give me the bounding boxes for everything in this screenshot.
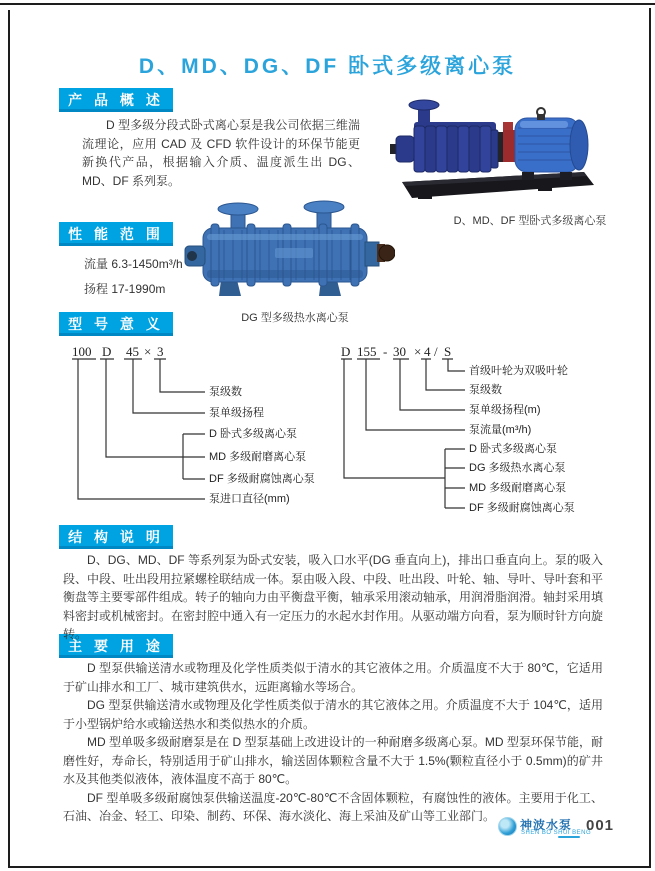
- page-border-top: [0, 3, 655, 5]
- head-range-text: 扬程 17-1990m: [84, 282, 166, 296]
- page-border-left: [8, 10, 10, 867]
- model-label: MD 多级耐磨离心泵: [469, 482, 567, 494]
- model-label: D 卧式多级离心泵: [469, 443, 557, 455]
- model-token: -: [383, 344, 388, 359]
- model-label: MD 多级耐磨离心泵: [209, 451, 307, 463]
- model-label: DF 多级耐腐蚀离心泵: [209, 473, 315, 485]
- model-token: 155: [357, 344, 377, 359]
- section-heading-performance: 性 能 范 围: [59, 222, 173, 246]
- section-heading-model: 型 号 意 义: [59, 312, 173, 336]
- model-label: 泵进口直径(mm): [209, 493, 290, 505]
- pump-photo-dg: [183, 196, 395, 312]
- model-label: 泵级数: [469, 384, 502, 396]
- model-token: 45: [126, 344, 139, 359]
- structure-paragraph: D、DG、MD、DF 等系列泵为卧式安装，吸入口水平(DG 垂直向上)，排出口垂直向上。泵的吸入段、中段、吐出段用拉紧螺栓联结成一体。泵由吸入段、中段、吐出段、叶轮、轴、导叶、导叶套和平衡盘等主要零部件组成。转子的轴向力由平衡盘平衡，轴承采用滚动轴承，用润滑脂润滑。轴封采用填料密封或机械密封。在密封腔中通入有一定压力的水起水封作用。从驱动端方向看，泵为顺时针方向旋转。: [63, 553, 604, 641]
- usage-paragraph: DF 型单吸多级耐腐蚀泵供输送温度-20℃-80℃不含固体颗粒，有腐蚀性的液体。主要用于化工、石油、冶金、轻工、印染、制药、环保、海水淡化、海上采油及矿山等工业部门。: [63, 790, 603, 823]
- overview-paragraph: D 型多级分段式卧式离心泵是我公司依据三维湍流理论，应用 CAD 及 CFD 软件设计的环保节能更新换代产品，根据输入介质、温度派生出 DG、MD、DF 系列泵。: [82, 118, 360, 188]
- model-token: /: [434, 344, 438, 359]
- brand-underline: [558, 836, 580, 838]
- section-heading-overview: 产 品 概 述: [59, 88, 173, 112]
- section-heading-usage: 主 要 用 途: [59, 634, 173, 658]
- usage-paragraph: D 型泵供输送清水或物理及化学性质类似于清水的其它液体之用。介质温度不大于 80℃，它适用于矿山排水和工厂、城市建筑供水，远距离输水等场合。: [63, 661, 603, 694]
- pump-dg-caption: DG 型多级热水离心泵: [241, 312, 349, 324]
- flow-range-text: 流量 6.3-1450m³/h: [84, 257, 183, 271]
- page-border-bottom: [8, 866, 651, 868]
- model-token: ×: [414, 344, 422, 359]
- model-label: 首级叶轮为双吸叶轮: [469, 365, 568, 377]
- brand-name: 神波水泵: [520, 818, 573, 832]
- brand-pinyin: SHEN BO SHUI BENG: [521, 830, 592, 836]
- model-label: 泵单级扬程(m): [469, 404, 541, 416]
- page-footer: [498, 815, 628, 841]
- pump-photo-dmddf: [388, 86, 606, 208]
- model-token: D: [102, 344, 112, 359]
- pump-dmddf-caption: D、MD、DF 型卧式多级离心泵: [453, 215, 607, 227]
- model-label: D 卧式多级离心泵: [209, 428, 297, 440]
- model-token: ×: [144, 344, 152, 359]
- model-label: 泵级数: [209, 386, 242, 398]
- usage-paragraph: DG 型泵供输送清水或物理及化学性质类似于清水的其它液体之用。介质温度不大于 104℃，适用于小型锅炉给水或输送热水和类似热水的介质。: [63, 698, 603, 731]
- model-token: 100: [72, 344, 92, 359]
- page-border-right: [649, 8, 651, 867]
- model-token: 30: [393, 344, 406, 359]
- model-label: 泵流量(m³/h): [469, 424, 532, 436]
- page-number: 001: [586, 817, 615, 834]
- model-token: 4: [424, 344, 431, 359]
- model-token: S: [444, 344, 452, 359]
- brand-logo-icon: [498, 817, 517, 836]
- model-label: DG 多级热水离心泵: [469, 462, 566, 474]
- model-designation-diagram: [60, 338, 605, 523]
- model-token: D: [341, 344, 351, 359]
- section-heading-structure: 结 构 说 明: [59, 525, 173, 549]
- model-label: DF 多级耐腐蚀离心泵: [469, 502, 575, 514]
- page-title: D、MD、DG、DF 卧式多级离心泵: [138, 55, 517, 78]
- usage-paragraph: MD 型单吸多级耐磨泵是在 D 型泵基础上改进设计的一种耐磨多级离心泵。MD 型泵环保节能，耐磨性好，寿命长，特别适用于矿山排水，输送固体颗粒含量不大于 1.5%(颗粒直径小于 0.5mm)的矿井水及其他类似液体，液体温度不高于 80℃。: [63, 735, 603, 786]
- model-label: 泵单级扬程: [209, 407, 264, 419]
- usage-paragraphs: [63, 659, 603, 826]
- model-token: 3: [157, 344, 164, 359]
